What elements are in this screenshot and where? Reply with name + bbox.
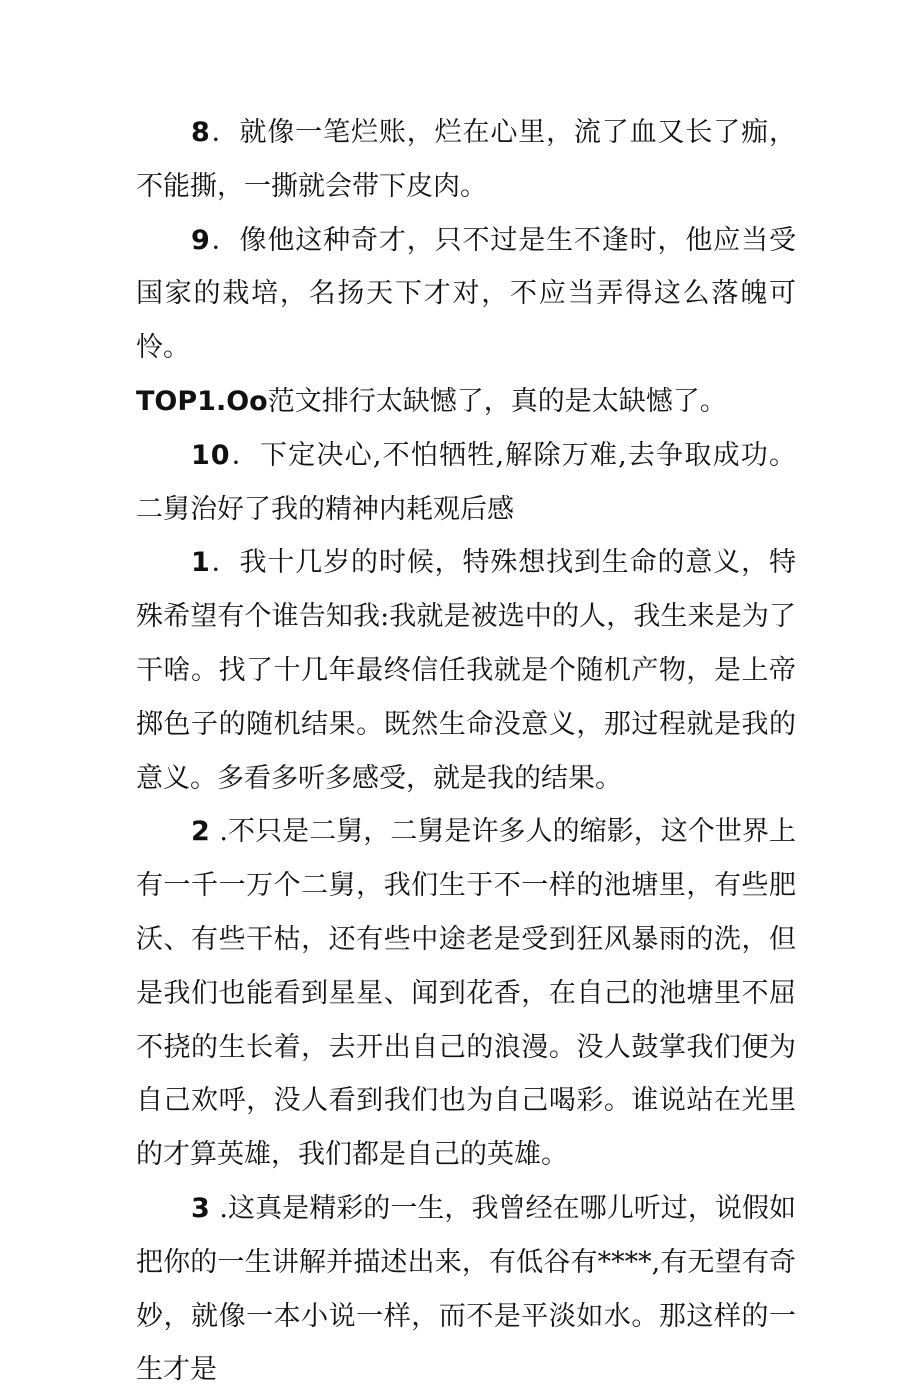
paragraph-text: ．像他这种奇才，只不过是生不逢时，他应当受国家的栽培，名扬天下才对，不应当弄得这么落魄可怜。 bbox=[136, 224, 796, 364]
paragraph-text: 范文排行太缺憾了，真的是太缺憾了。 bbox=[267, 385, 727, 417]
item-number: 10 bbox=[191, 439, 231, 471]
item-number: 2 bbox=[191, 816, 211, 848]
paragraph-10 bbox=[136, 429, 796, 537]
paragraph-8 bbox=[136, 106, 796, 214]
paragraph-top1 bbox=[136, 375, 796, 429]
paragraph-text: ．下定决心,不怕牺牲,解除万难,去争取成功。二舅治好了我的精神内耗观后感 bbox=[136, 439, 796, 525]
item-number: 3 bbox=[191, 1192, 211, 1224]
paragraph-1 bbox=[136, 536, 796, 805]
paragraph-2 bbox=[136, 805, 796, 1182]
paragraph-text: ．我十几岁的时候，特殊想找到生命的意义，特殊希望有个谁告知我:我就是被选中的人，我生来是为了干啥。找了十几年最终信任我就是个随机产物，是上帝掷色子的随机结果。既然生命没意义，那过程就是我的意义。多看多听多感受，就是我的结果。 bbox=[136, 547, 796, 794]
document-body bbox=[136, 106, 796, 1397]
lead-label: TOP1.Oo bbox=[136, 385, 268, 417]
paragraph-text: .不只是二舅，二舅是许多人的缩影，这个世界上有一千一万个二舅，我们生于不一样的池塘里，有些肥沃、有些干枯，还有些中途老是受到狂风暴雨的洗，但是我们也能看到星星、闻到花香，在自己的池塘里不屈不挠的生长着，去开出自己的浪漫。没人鼓掌我们便为自己欢呼，没人看到我们也为自己喝彩。谁说站在光里的才算英雄，我们都是自己的英雄。 bbox=[136, 816, 796, 1171]
paragraph-text: ．就像一笔烂账，烂在心里，流了血又长了痂，不能撕，一撕就会带下皮肉。 bbox=[136, 117, 796, 202]
item-number: 1 bbox=[191, 547, 211, 579]
paragraph-9 bbox=[136, 214, 796, 375]
paragraph-3 bbox=[136, 1182, 796, 1397]
paragraph-text: .这真是精彩的一生，我曾经在哪儿听过，说假如把你的一生讲解并描述出来，有低谷有****,有无望有奇妙，就像一本小说一样，而不是平淡如水。那这样的一生才是 bbox=[136, 1192, 796, 1386]
item-number: 9 bbox=[191, 224, 211, 256]
item-number: 8 bbox=[191, 117, 211, 148]
